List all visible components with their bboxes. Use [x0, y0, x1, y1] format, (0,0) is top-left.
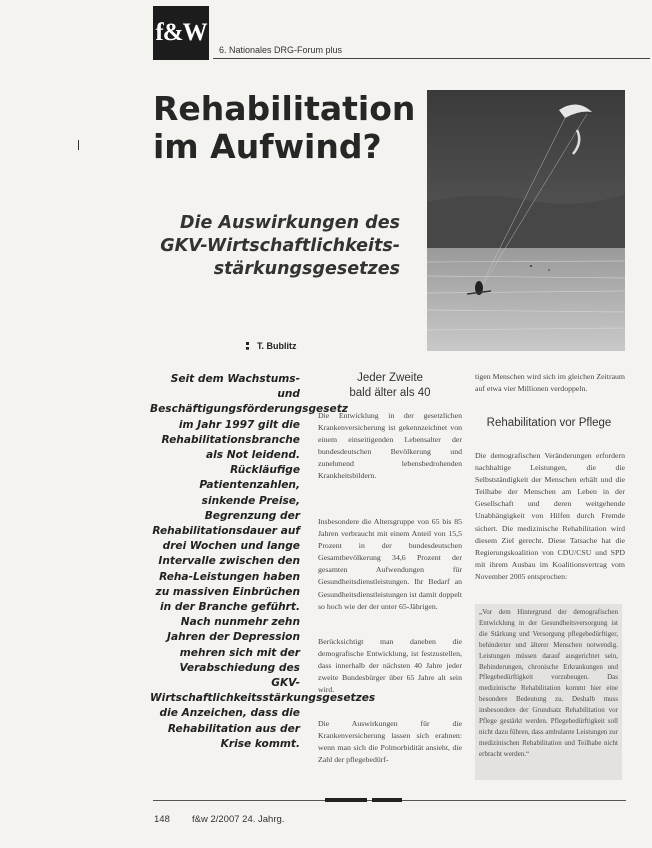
author-bullet-icon — [246, 342, 252, 350]
column3-paragraph-0: tigen Menschen wird sich im gleichen Zeitraum auf etwa vier Millionen verdoppeln. — [475, 372, 625, 394]
article-photo — [427, 90, 625, 351]
column3-heading: Rehabilitation vor Pflege — [486, 417, 612, 429]
column2-paragraph-3: Berücksichtigt man daneben die demografische Entwicklung, ist festzustellen, dass innerhalb der nächsten 40 Jahre jeder zweite Bundesbürger über 65 Jahre alt sein wird. — [318, 637, 462, 695]
quote-text: „Vor dem Hintergrund der demografischen Entwicklung in der Gesundheitsversorgung ist die Stärkung und Versorgung pflegebedürftiger, behinderter und älterer Menschen notwendig. Leistungen müssen darauf ausgerichtet sein, Behinderungen, chronische Erkrankungen und Pflegebedürftigkeit vorzubeugen. Das medizinische Rehabilitation kommt hier eine besondere Bedeutung zu. Deshalb muss insbesondere der Grundsatz Rehabilitation vor Pflege gestärkt werden. Pflegebedürftigkeit soll nicht dazu führen, dass ambulante Leistungen zur medizinischen Rehabilitation und Teilhabe nicht erbracht werden.“ — [479, 608, 618, 758]
subtitle-line-3: stärkungsgesetzes — [213, 259, 400, 279]
column2-paragraph-1: Die Entwicklung in der gesetzlichen Krankenversicherung ist gekennzeichnet von einem einseitigenden Lebensalter der bundesdeutschen Bevölkerung und zunehmend lebensbedrohenden Krankheitsbildern. — [318, 411, 462, 481]
column3-paragraph-1: Die demografischen Veränderungen erfordern nachhaltige Leistungen, die die Selbstständigkeit der Menschen erhält und die Teilhabe der Menschen am Leben in der Gesellschaft und deren weitgehende Unabhängigkeit von Hilfen durch Fremde sichert. Die medizinische Rehabilitation wird diesem Ziel gerecht. Diese Tatsache hat die Regierungskoalition von CDU/CSU und SPD mit ihrem Ausbau im Koalitionsvertrag vom November 2005 entsprochen: — [475, 451, 625, 581]
author-name: T. Bublitz — [257, 341, 297, 351]
margin-mark — [78, 140, 79, 150]
column2-heading-line-2: bald älter als 40 — [349, 387, 431, 399]
column2-heading — [318, 371, 462, 401]
column2-paragraph-4: Die Auswirkungen für die Krankenversicherung lassen sich erahnen: wenn man sich die Polmorbidität ansieht, die Zahl der pflegebedürf- — [318, 719, 462, 765]
lead-paragraph: Seit dem Wachstums- und Beschäftigungsförderungsgesetz im Jahr 1997 gilt die Rehabilitationsbranche als Not leidend. Rückläufige Patientenzahlen, sinkende Preise, Begrenzung der Rehabilitationsdauer auf drei Wochen und lange Intervalle zwischen den Reha-Leistungen haben zu massiven Einbrüchen in der Branche geführt. Nach nunmehr zehn Jahren der Depression mehren sich mit der Verabschiedung des GKV-Wirtschaftlichkeitsstärkungsgesetzes die Anzeichen, dass die Rehabilitation aus der Krise kommt. — [150, 373, 376, 750]
article-title — [153, 89, 416, 166]
footer-rule-mark — [325, 798, 367, 802]
section-header: 6. Nationales DRG-Forum plus — [219, 45, 343, 55]
windsurfer-photo-illustration — [427, 90, 625, 351]
subtitle-line-2: GKV-Wirtschaftlichkeits- — [160, 236, 400, 256]
subtitle-line-1: Die Auswirkungen des — [179, 213, 400, 233]
publication-logo: f&W — [153, 6, 209, 60]
quote-box — [475, 604, 622, 780]
column2-paragraph-2: Insbesondere die Altersgruppe von 65 bis 85 Jahren verbraucht mit einem Anteil von 15,5 Prozent in der bundesdeutschen Gesamtbevölkerung 34,6 Prozent der gesamten Aufwendungen für Gesundheitsdienstleistungen. Ihr Bedarf an Gesundheitsdienstleistungen ist damit doppelt so hoch wie der der unter 65-Jährigen. — [318, 517, 462, 611]
header-rule — [213, 58, 650, 59]
article-subtitle — [150, 212, 400, 281]
page-number: 148 — [154, 814, 170, 825]
column2-heading-line-1: Jeder Zweite — [357, 372, 423, 384]
title-line-2: im Aufwind? — [153, 127, 382, 166]
title-line-1: Rehabilitation — [153, 89, 416, 128]
issue-reference: f&w 2/2007 24. Jahrg. — [192, 814, 285, 825]
footer-rule-mark — [372, 798, 402, 802]
author-line — [246, 341, 297, 351]
